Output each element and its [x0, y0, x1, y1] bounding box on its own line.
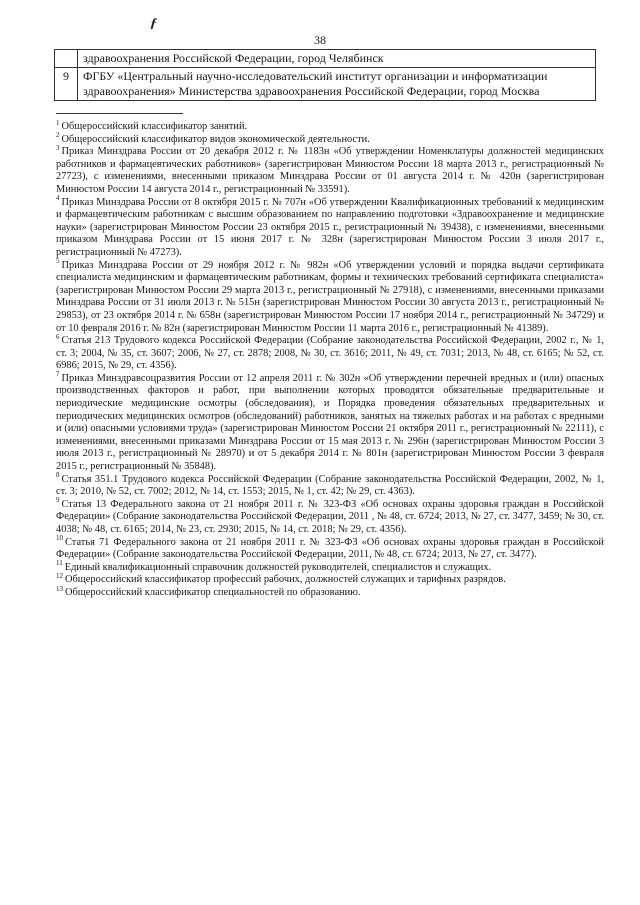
footnote-mark: 1	[56, 118, 60, 127]
footnote-text: Статья 351.1 Трудового кодекса Российской Федерации (Собрание законодательства Российской Федерации, 2002, № 1, ст. 3; 2010, № 52, ст. 7002; 2012, № 14, ст. 1553; 2015, № 1, ст. 42; № 29, ст. 4363).	[56, 473, 604, 498]
page-number: 38	[314, 33, 326, 47]
footnote	[56, 118, 604, 134]
footnote-mark: 4	[56, 194, 60, 203]
footnote	[56, 496, 604, 537]
footnote	[56, 131, 604, 147]
table-cell-organization: ФГБУ «Центральный научно-исследовательский институт организации и информатизации здравоохранения» Министерства здравоохранения Российской Федерации, город Москва	[78, 68, 596, 101]
footnote	[56, 257, 604, 336]
footnote	[56, 194, 604, 260]
footnote-text: Статья 71 Федерального закона от 21 ноября 2011 г. № 323-ФЗ «Об основах охраны здоровья граждан в Российской Федерации» (Собрание законодательства Российской Федерации, 2011, № 48, ст. 6724; 2013, № 27, ст. 3477).	[56, 536, 604, 561]
footnote-text: Приказ Минздрава России от 20 декабря 2012 г. № 1183н «Об утверждении Номенклатуры должностей медицинских работников и фармацевтических работников» (зарегистрирован Минюстом России 18 марта 2013 г., регистрационный № 27723), с изменениями, внесенными приказом Минздрава России от 01 августа 2014 г. № 420н (зарегистрирован Минюстом России 14 августа 2014 г., регистрационный № 33591).	[56, 146, 604, 195]
table-row	[55, 68, 596, 101]
footnote	[56, 332, 604, 373]
footnote-text: Приказ Минздравсоцразвития России от 12 апреля 2011 г. № 302н «Об утверждении перечней вредных и (или) опасных производственных факторов и работ, при выполнении которых проводятся обязательные предварительные и периодические медицинские осмотры (обследования), и Порядка проведения обязательных предварительных и периодических медицинских осмотров (обследований) работников, занятых на тяжелых работах и на работах с вредными и (или) опасными условиями труда» (зарегистрирован Минюстом России 21 октября 2011 г., регистрационный № 22111), с изменениями, внесенными приказами Минздрава России от 15 мая 2013 г. № 296н (зарегистрирован Минюстом России 3 июля 2013 г., регистрационный № 28970) и от 5 декабря 2014 г. № 801н (зарегистрирован Минюстом России 3 февраля 2015 г., регистрационный № 35848).	[56, 372, 604, 473]
footnote-mark: 10	[56, 534, 63, 543]
footnote-mark: 5	[56, 257, 60, 266]
footnote-mark: 11	[56, 559, 63, 568]
footnote	[56, 471, 604, 499]
table-cell-number	[55, 50, 78, 68]
footnote-text: Приказ Минздрава России от 8 октября 2015 г. № 707н «Об утверждении Квалификационных требований к медицинским и фармацевтическим работникам с высшим образованием по направлению подготовки «Здравоохранение и медицинские науки» (зарегистрирован Минюстом России 23 октября 2015 г., регистрационный № 39438), с изменениями, внесенными приказом Минздрава России от 15 июня 2017 г. № 328н (зарегистрирован Минюстом России 3 июля 2017 г., регистрационный № 47273).	[56, 196, 604, 258]
footnote-mark: 6	[56, 332, 60, 341]
footnotes-section	[56, 118, 604, 600]
footnote	[56, 559, 604, 575]
footnote-mark: 12	[56, 571, 63, 580]
footnote-text: Общероссийский классификатор специальностей по образованию.	[65, 586, 361, 598]
table-row	[55, 50, 596, 68]
footnote	[56, 534, 604, 562]
footnote-text: Общероссийский классификатор занятий.	[61, 121, 248, 132]
footnote-text: Статья 213 Трудового кодекса Российской Федерации (Собрание законодательства Российской Федерации, 2002 г., № 1, ст. 3; 2004, № 35, ст. 3607; 2006, № 27, ст. 2878; 2008, № 30, ст. 3616; 2011, № 49, ст. 7031; 2013, № 48, ст. 6165; № 52, ст. 6986; 2015, № 29, ст. 4356).	[56, 335, 604, 372]
footnote-mark: 7	[56, 370, 60, 379]
footnote-text: Единый квалификационный справочник должностей руководителей, специалистов и служащих.	[64, 561, 492, 573]
footnote-mark: 13	[56, 584, 63, 593]
footnote	[56, 143, 604, 196]
footnote-mark: 9	[56, 496, 60, 505]
table-cell-number: 9	[55, 68, 78, 101]
footnote	[56, 571, 604, 587]
footnote-mark: 2	[56, 131, 60, 140]
footnote	[56, 584, 604, 600]
footnote	[56, 370, 604, 474]
footnote-text: Общероссийский классификатор профессий рабочих, должностей служащих и тарифных разрядов.	[65, 574, 506, 586]
scan-artifact-mark: ƒ	[149, 15, 159, 32]
footnote-text: Приказ Минздрава России от 29 ноября 2012 г. № 982н «Об утверждении условий и порядка выдачи сертификата специалиста медицинским и фармацевтическим работникам, формы и технических требований сертификата специалиста» (зарегистрирован Минюстом России 29 марта 2013 г., регистрационный № 27918), с изменениями, внесенными приказами Минздрава России от 31 июля 2013 г. № 515н (зарегистрирован Минюстом России 30 августа 2013 г., регистрационный № 29853), от 23 октября 2014 г. № 658н (зарегистрирован Минюстом России 17 ноября 2014 г., регистрационный № 34729) и от 10 февраля 2016 г. № 82н (зарегистрирован Минюстом России 11 марта 2016 г., регистрационный № 41389).	[56, 259, 604, 334]
footnote-separator	[56, 113, 183, 114]
table-cell-organization: здравоохранения Российской Федерации, город Челябинск	[78, 50, 596, 68]
footnote-mark: 3	[56, 143, 60, 152]
organizations-table	[54, 49, 596, 101]
footnote-text: Статья 13 Федерального закона от 21 ноября 2011 г. № 323-ФЗ «Об основах охраны здоровья граждан в Российской Федерации» (Собрание законодательства Российской Федерации, 2011 , № 48, ст. 6724; 2013, № 27, ст. 3477, 3459; № 30, ст. 4038; № 48, ст. 6165; 2014, № 23, ст. 2930; 2015, № 14, ст. 2018; № 29, ст. 4356).	[56, 498, 604, 535]
footnote-text: Общероссийский классификатор видов экономической деятельности.	[61, 133, 370, 145]
footnote-mark: 8	[56, 471, 60, 480]
